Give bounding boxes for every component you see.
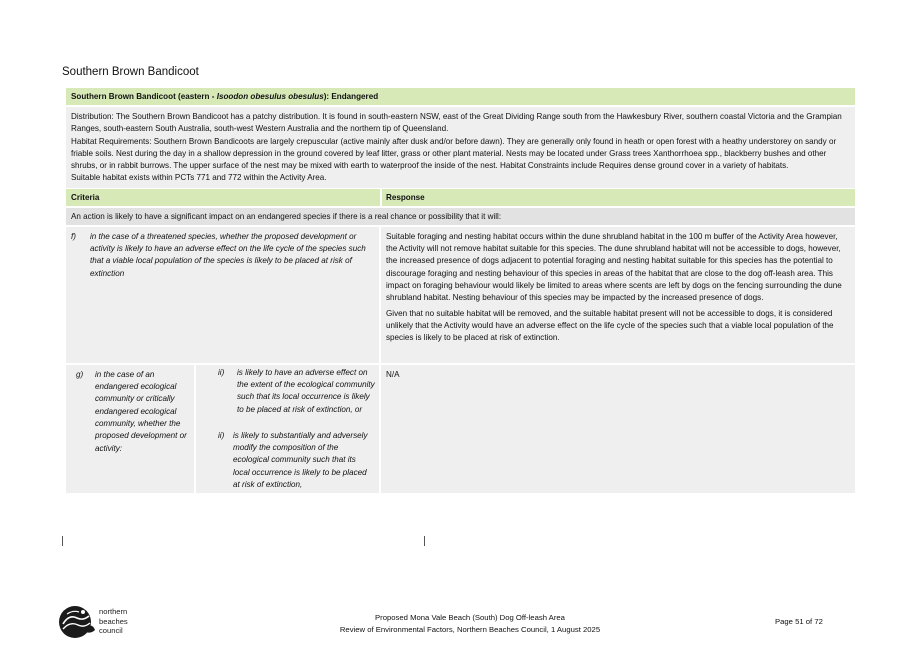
habitat-text: Habitat Requirements: Southern Brown Bandicoots are largely crepuscular (active mainly after dusk and/or before dawn). They are generally only found in heath or open forest with a heathy understorey on sandy or friable soils. Nest during the day in a shallow depression in the ground covered by leaf litter, grass or other plant material. Nests may be located under Grass trees Xanthorrhoea spp., blackberry bushes and other shrubs, or in rabbit burrows. The upper surface of the nest may be mixed with earth to waterproof the inside of the nest. Habitat Constraints include Requires dense ground cover in a variety of habitats.: [71, 136, 837, 171]
margin-mark-left: [62, 536, 63, 546]
intro-row: An action is likely to have a significant impact on an endangered species if there is a real chance or possibility that it will:: [66, 208, 855, 225]
logo-line-2: beaches: [99, 616, 128, 626]
column-header-row: [66, 189, 855, 206]
title-scientific-name: Isoodon obesulus obesulus: [216, 92, 324, 101]
logo-line-1: northern: [99, 607, 128, 616]
criteria-cell-g: [66, 365, 194, 493]
footer-title: [300, 612, 640, 636]
title-prefix: Southern Brown Bandicoot (eastern -: [71, 92, 217, 101]
title-suffix: ): Endangered: [323, 92, 379, 101]
distribution-text: Distribution: The Southern Brown Bandicoot has a patchy distribution. It is found in south-eastern NSW, east of the Great Dividing Range south from the Hawkesbury River, southern coastal Victoria and the Grampian Ranges, south-eastern South Australia, south-west Western Australia and the northern tip of Queensland.: [71, 112, 842, 134]
section-heading: Southern Brown Bandicoot: [62, 66, 199, 78]
criteria-text-g: in the case of an endangered ecological community or critically endangered ecological community, whether the proposed development or activity:: [95, 369, 187, 453]
sub-criteria-2-number: ii): [218, 430, 225, 440]
suitable-habitat-text: Suitable habitat exists within PCTs 771 and 772 within the Activity Area.: [71, 173, 327, 183]
sub-criteria-cell-g: [196, 365, 379, 493]
sub-criteria-1-text: is likely to have an adverse effect on the extent of the ecological community such that its local occurrence is likely to be placed at risk of extinction, or: [237, 367, 375, 414]
sub-criteria-1-number: ii): [218, 367, 225, 377]
response-cell-g: N/A: [381, 365, 855, 493]
table-row-g: [66, 365, 855, 493]
footer-line-2: Review of Environmental Factors, Northern Beaches Council, 1 August 2025: [339, 625, 601, 634]
response-header: Response: [386, 192, 425, 202]
species-description: [66, 107, 855, 188]
response-cell-f: [381, 227, 855, 363]
page-number: Page 51 of 72: [775, 617, 823, 626]
criteria-letter-f: f): [71, 231, 76, 241]
council-logo-text: [99, 607, 128, 636]
criteria-cell-f: [66, 227, 379, 363]
sub-criteria-2-text: is likely to substantially and adversely modify the composition of the ecological community such that its local occurrence is likely to be placed at risk of extinction,: [233, 430, 368, 489]
table-title-row: [66, 88, 855, 105]
criteria-header: Criteria: [71, 192, 100, 202]
margin-mark-center: [424, 536, 425, 546]
council-logo-icon: [57, 604, 97, 640]
response-paragraph-2: Given that no suitable habitat will be removed, and the suitable habitat present will not be accessible to dogs, it is considered unlikely that the Activity would have an adverse effect on the life cycle of the species such that a viable local population of the species is likely to be placed at risk of extinction.: [386, 308, 834, 343]
footer-line-1: Proposed Mona Vale Beach (South) Dog Off-leash Area: [375, 613, 565, 622]
logo-line-3: council: [99, 626, 123, 636]
criteria-letter-g: g): [76, 369, 84, 379]
assessment-table: [66, 88, 855, 493]
criteria-text-f: in the case of a threatened species, whether the proposed development or activity is likely to have an adverse effect on the life cycle of the species such that a viable local population of the species is likely to be placed at risk of extinction: [90, 231, 366, 278]
response-paragraph-1: Suitable foraging and nesting habitat occurs within the dune shrubland habitat in the 100 m buffer of the Activity Area however, the Activity will not remove habitat suitable for this species. The dune shrubland habitat will not be accessible to dogs, however, the increased presence of dogs adjacent to potential foraging and nesting habitat suitable for this species has the potential to discourage foraging and nesting behaviour of this species in areas of the habitat that are close to the dog off-leash area. This impact on foraging behaviour would likely be limited to areas where scents are left by dogs on the fencing surrounding the dune shrubland habitat. Nesting behaviour of this species may be impacted by the increased presence of dogs.: [386, 231, 842, 303]
table-row-f: [66, 227, 855, 363]
